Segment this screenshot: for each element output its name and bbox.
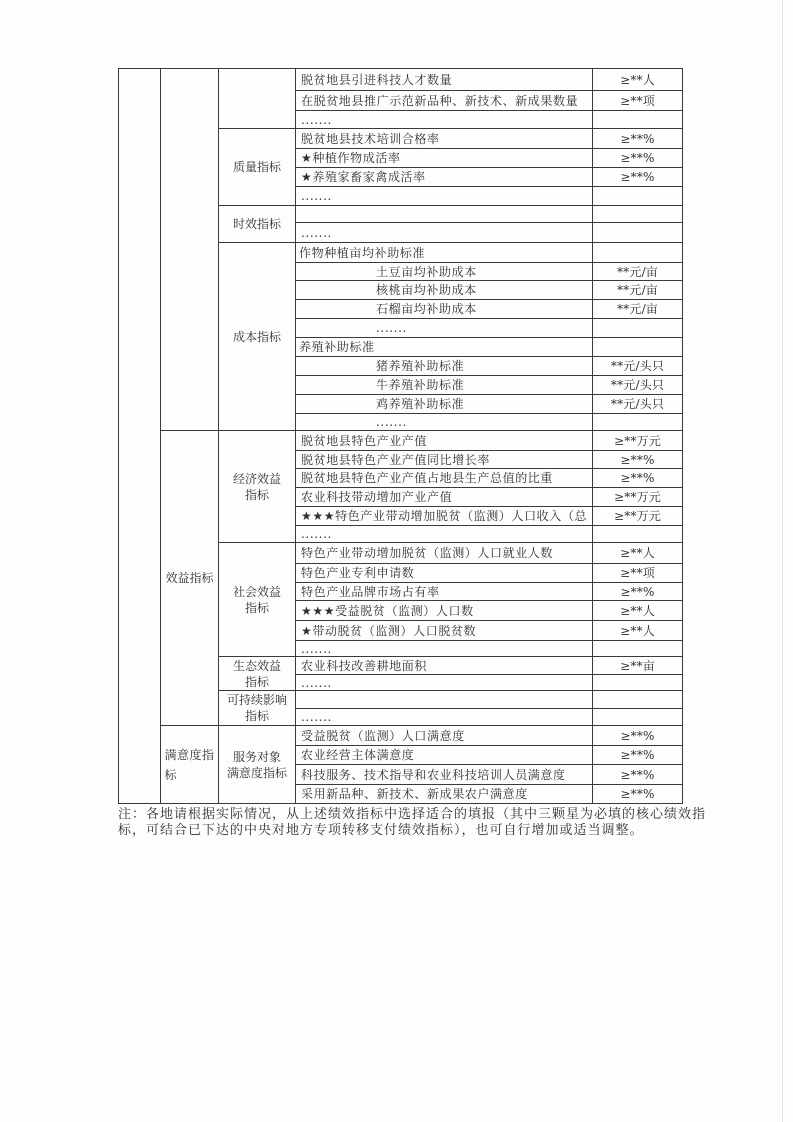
indicator-target-value: ≥**% [593, 726, 683, 746]
empty-value-cell [593, 675, 683, 691]
indicator-name: 农业科技改善耕地面积 [296, 657, 593, 675]
indicator-target-value: ≥**% [593, 168, 683, 187]
indicator-target-value: ≥**% [593, 765, 683, 785]
footnote-line: 注：各地请根据实际情况，从上述绩效指标中选择适合的填报（其中三颗星为必填的核心绩效指 [118, 807, 707, 822]
service-satisfaction-label-line: 满意度指标 [226, 765, 287, 780]
indicator-name-ellipsis: ....... [296, 223, 593, 243]
footnote [118, 807, 758, 839]
empty-value-cell [593, 206, 683, 223]
indicator-target-value: ≥**人 [593, 69, 683, 91]
empty-value-cell [593, 338, 683, 357]
indicator-target-value: **元/亩 [593, 300, 683, 319]
social-benefit-label-line: 指标 [244, 600, 269, 615]
indicator-target-value: ≥**% [593, 451, 683, 469]
benefit-indicator-label: 效益指标 [165, 571, 214, 585]
indicator-name-ellipsis: ....... [296, 641, 593, 657]
indicator-target-value: ≥**万元 [593, 488, 683, 507]
indicator-target-value: ≥**人 [593, 543, 683, 564]
service-satisfaction-cell [219, 726, 296, 804]
cost-indicator-label: 成本指标 [232, 329, 281, 344]
quality-indicator-label: 质量指标 [232, 160, 281, 174]
table-row [119, 726, 683, 746]
indicator-target-value: ≥**万元 [593, 507, 683, 526]
indicator-name: 采用新品种、新技术、新成果农户满意度 [296, 785, 593, 804]
indicator-name: 特色产业品牌市场占有率 [296, 583, 593, 601]
satisfaction-indicator-label [164, 745, 214, 785]
indicator-name: ★种植作物成活率 [296, 149, 593, 168]
indicator-target-value: **元/头只 [593, 376, 683, 395]
indicator-name: 猪养殖补助标准 [296, 357, 593, 376]
indicator-target-value: ≥**万元 [593, 431, 683, 451]
empty-indicator-cell [296, 206, 593, 223]
livestock-subsidy-heading: 养殖补助标准 [296, 338, 593, 357]
economic-benefit-cell [219, 431, 296, 543]
sustainable-impact-label-line: 可持续影响 [226, 693, 287, 707]
indicator-name: 特色产业带动增加脱贫（监测）人口就业人数 [296, 543, 593, 564]
indicator-target-value: ≥**人 [593, 621, 683, 641]
indicator-name-ellipsis: ....... [296, 187, 593, 206]
satisfaction-label-line: 标 [164, 767, 177, 782]
indicator-name: 牛养殖补助标准 [296, 376, 593, 395]
empty-value-cell [593, 319, 683, 338]
social-benefit-label-line: 社会效益 [232, 584, 281, 599]
crop-subsidy-heading: 作物种植亩均补助标准 [296, 243, 593, 263]
indicator-name: 土豆亩均补助成本 [296, 263, 593, 281]
indicator-target-value: **元/亩 [593, 263, 683, 281]
empty-value-cell [593, 709, 683, 726]
empty-indicator-cell [296, 691, 593, 709]
indicator-target-value: ≥**项 [593, 91, 683, 111]
indicator-name-ellipsis: ....... [296, 319, 593, 338]
cost-indicator-cell [219, 243, 296, 431]
sustainable-impact-label-line: 指标 [244, 709, 269, 723]
indicator-name: 特色产业专利申请数 [296, 564, 593, 583]
indicator-name: 脱贫地县特色产业产值占地县生产总值的比重 [296, 469, 593, 488]
indicator-name: 在脱贫地县推广示范新品种、新技术、新成果数量 [296, 91, 593, 111]
ecological-benefit-label-line: 指标 [244, 674, 269, 689]
indicator-target-value: ≥**% [593, 785, 683, 804]
service-satisfaction-label-line: 服务对象 [232, 749, 281, 764]
table-body [119, 69, 683, 804]
indicator-name: 农业经营主体满意度 [296, 746, 593, 765]
indicator-name: 脱贫地县特色产业产值同比增长率 [296, 451, 593, 469]
empty-value-cell [593, 414, 683, 431]
ecological-benefit-cell [219, 657, 296, 691]
indicator-name: 农业科技带动增加产业产值 [296, 488, 593, 507]
empty-value-cell [593, 187, 683, 206]
scan-edge-line [782, 0, 783, 1122]
satisfaction-label-line: 满意度指 [164, 747, 215, 762]
quantity-indicator-cell [219, 69, 296, 129]
social-benefit-cell [219, 543, 296, 657]
economic-benefit-label-line: 指标 [244, 487, 269, 502]
indicator-target-value: ≥**% [593, 583, 683, 601]
indicator-target-value: **元/头只 [593, 395, 683, 414]
empty-value-cell [593, 691, 683, 709]
economic-benefit-label-line: 经济效益 [232, 471, 281, 486]
indicator-name: ★★★受益脱贫（监测）人口数 [296, 601, 593, 621]
indicator-name: 脱贫地县特色产业产值 [296, 431, 593, 451]
indicator-name: 科技服务、技术指导和农业科技培训人员满意度 [296, 765, 593, 785]
indicator-target-value: ≥**% [593, 129, 683, 149]
indicator-name-ellipsis: ....... [296, 414, 593, 431]
indicator-name: ★★★特色产业带动增加脱贫（监测）人口收入（总 [296, 507, 593, 526]
level1-indicator-cell [119, 69, 161, 804]
empty-value-cell [593, 243, 683, 263]
indicator-name-ellipsis: ....... [296, 526, 593, 543]
indicator-name: 脱贫地县技术培训合格率 [296, 129, 593, 149]
performance-indicator-table [118, 68, 683, 804]
empty-value-cell [593, 526, 683, 543]
indicator-target-value: ≥**% [593, 149, 683, 168]
indicator-target-value: ≥**亩 [593, 657, 683, 675]
timeliness-indicator-label: 时效指标 [232, 217, 281, 231]
empty-value-cell [593, 641, 683, 657]
indicator-name: ★带动脱贫（监测）人口脱贫数 [296, 621, 593, 641]
table-row [119, 69, 683, 91]
indicator-name: 脱贫地县引进科技人才数量 [296, 69, 593, 91]
footnote-line: 标，可结合已下达的中央对地方专项转移支付绩效指标），也可自行增加或适当调整。 [118, 823, 644, 838]
empty-value-cell [593, 111, 683, 129]
indicator-target-value: ≥**项 [593, 564, 683, 583]
indicator-name: ★养殖家畜家禽成活率 [296, 168, 593, 187]
empty-value-cell [593, 223, 683, 243]
indicator-target-value: ≥**人 [593, 601, 683, 621]
satisfaction-indicator-cell [161, 726, 219, 804]
indicator-name-ellipsis: ....... [296, 709, 593, 726]
benefit-indicator-cell [161, 431, 219, 726]
ecological-benefit-label-line: 生态效益 [232, 658, 281, 673]
indicator-target-value: **元/亩 [593, 281, 683, 300]
indicator-name-ellipsis: ....... [296, 675, 593, 691]
indicator-name: 石榴亩均补助成本 [296, 300, 593, 319]
output-indicator-cell [161, 69, 219, 431]
table-row [119, 431, 683, 451]
timeliness-indicator-cell [219, 206, 296, 243]
indicator-name: 受益脱贫（监测）人口满意度 [296, 726, 593, 746]
indicator-target-value: **元/头只 [593, 357, 683, 376]
sustainable-impact-cell [219, 691, 296, 726]
indicator-target-value: ≥**% [593, 746, 683, 765]
indicator-name-ellipsis: ....... [296, 111, 593, 129]
indicator-target-value: ≥**% [593, 469, 683, 488]
quality-indicator-cell [219, 129, 296, 206]
indicator-name: 核桃亩均补助成本 [296, 281, 593, 300]
indicator-name: 鸡养殖补助标准 [296, 395, 593, 414]
